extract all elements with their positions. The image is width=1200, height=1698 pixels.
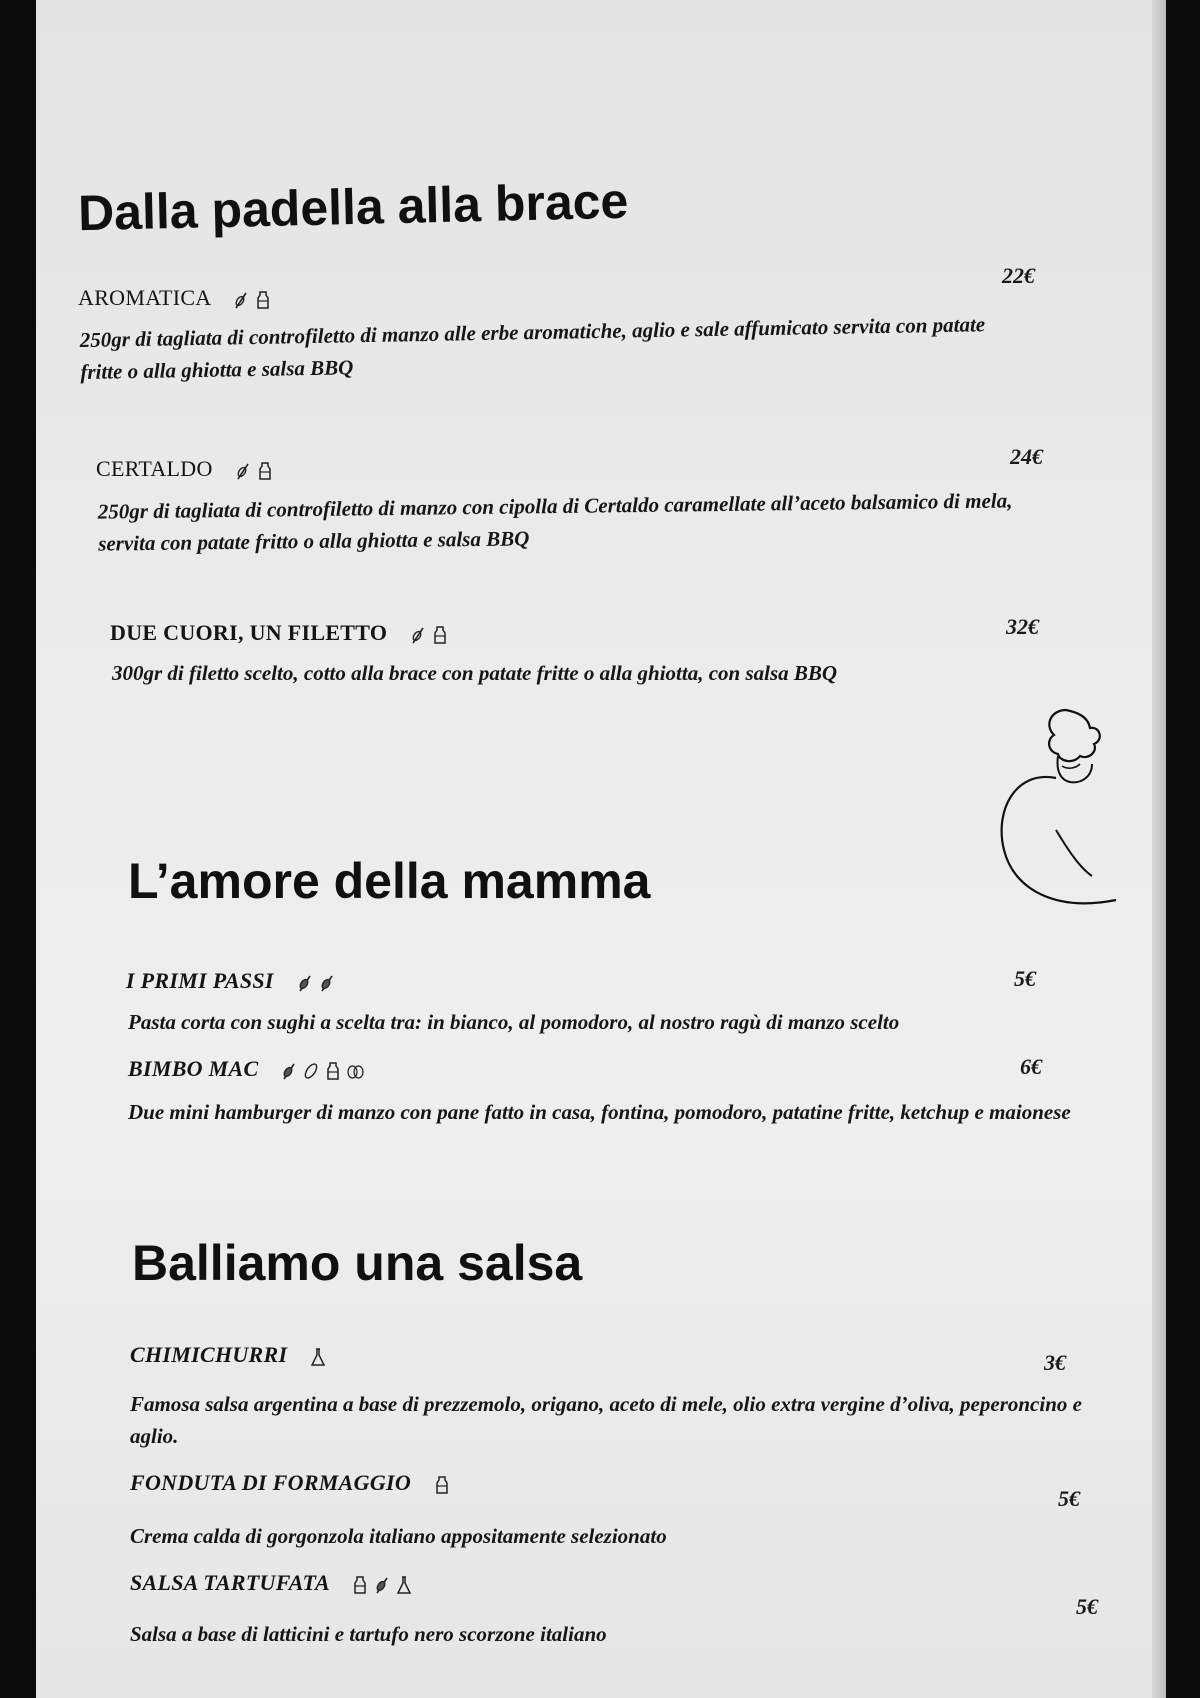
menu-item-name: BIMBO MAC <box>128 1056 364 1082</box>
menu-item-price: 22€ <box>1002 263 1035 288</box>
section-title-salsa: Balliamo una salsa <box>132 1235 583 1291</box>
chef-illustration <box>996 700 1136 950</box>
milk-icon <box>256 460 274 482</box>
wheat-icon <box>409 624 427 646</box>
milk-icon <box>351 1574 369 1596</box>
menu-item-price: 6€ <box>1020 1054 1042 1079</box>
menu-item-name: I PRIMI PASSI <box>126 968 336 994</box>
allergen-icons <box>234 460 274 482</box>
menu-page <box>36 0 1166 1698</box>
allergen-icons <box>309 1346 327 1368</box>
allergen-icons <box>351 1574 413 1596</box>
allergen-icons <box>232 289 272 311</box>
menu-item-price: 5€ <box>1058 1486 1080 1511</box>
wheat-icon <box>232 289 250 311</box>
allergen-icons <box>433 1474 451 1496</box>
menu-item-description: Salsa a base di latticini e tartufo nero scorzone italiano <box>130 1622 607 1646</box>
menu-item-description: Crema calda di gorgonzola italiano appositamente selezionato <box>130 1524 667 1548</box>
menu-item-description: Famosa salsa argentina a base di prezzemolo, origano, aceto di mele, olio extra vergine d’oliva, peperoncino e aglio. <box>130 1392 1082 1448</box>
wheat-icon <box>280 1060 298 1082</box>
milk-icon <box>254 289 272 311</box>
menu-item-name: CHIMICHURRI <box>130 1342 327 1368</box>
wheat-icon <box>296 972 314 994</box>
page-edge <box>1152 0 1166 1698</box>
allergen-icons <box>296 972 336 994</box>
menu-item-description: Due mini hamburger di manzo con pane fatto in casa, fontina, pomodoro, patatine fritte, ketchup e maionese <box>128 1100 1071 1124</box>
menu-item-price: 3€ <box>1044 1350 1066 1375</box>
menu-item-name: SALSA TARTUFATA <box>130 1570 413 1596</box>
flask-icon <box>309 1346 327 1368</box>
milk-icon <box>324 1060 342 1082</box>
wheat-icon <box>234 460 252 482</box>
menu-item-description: 250gr di tagliata di controfiletto di manzo con cipolla di Certaldo caramellate all’aceto balsamico di mela, servita con patate fritto o alla ghiotta e salsa BBQ <box>97 488 1013 556</box>
flask-icon <box>395 1574 413 1596</box>
wheat-icon <box>373 1574 391 1596</box>
menu-item-description: 300gr di filetto scelto, cotto alla brace con patate fritte o alla ghiotta, con salsa BBQ <box>112 661 838 685</box>
menu-item-price: 32€ <box>1006 614 1039 639</box>
allergen-icons <box>409 624 449 646</box>
section-title-mamma: L’amore della mamma <box>128 853 651 909</box>
seed-icon <box>302 1060 320 1082</box>
milk-icon <box>431 624 449 646</box>
menu-item-price: 24€ <box>1010 444 1043 469</box>
menu-item-name: CERTALDO <box>96 456 274 482</box>
menu-item-description: 250gr di tagliata di controfiletto di manzo alle erbe aromatiche, aglio e sale affumicato servita con patate fritte o alla ghiotta e salsa BBQ <box>79 312 986 385</box>
menu-item-price: 5€ <box>1076 1594 1098 1619</box>
section-title-brace: Dalla padella alla brace <box>77 172 629 242</box>
menu-item-name: FONDUTA DI FORMAGGIO <box>130 1470 451 1496</box>
wheat-icon <box>318 972 336 994</box>
allergen-icons <box>280 1060 364 1082</box>
menu-item-name: DUE CUORI, UN FILETTO <box>110 620 449 646</box>
menu-item-name: AROMATICA <box>78 285 272 311</box>
egg-icon <box>346 1060 364 1082</box>
milk-icon <box>433 1474 451 1496</box>
menu-item-description: Pasta corta con sughi a scelta tra: in bianco, al pomodoro, al nostro ragù di manzo scelto <box>128 1010 900 1034</box>
menu-item-price: 5€ <box>1014 966 1036 991</box>
